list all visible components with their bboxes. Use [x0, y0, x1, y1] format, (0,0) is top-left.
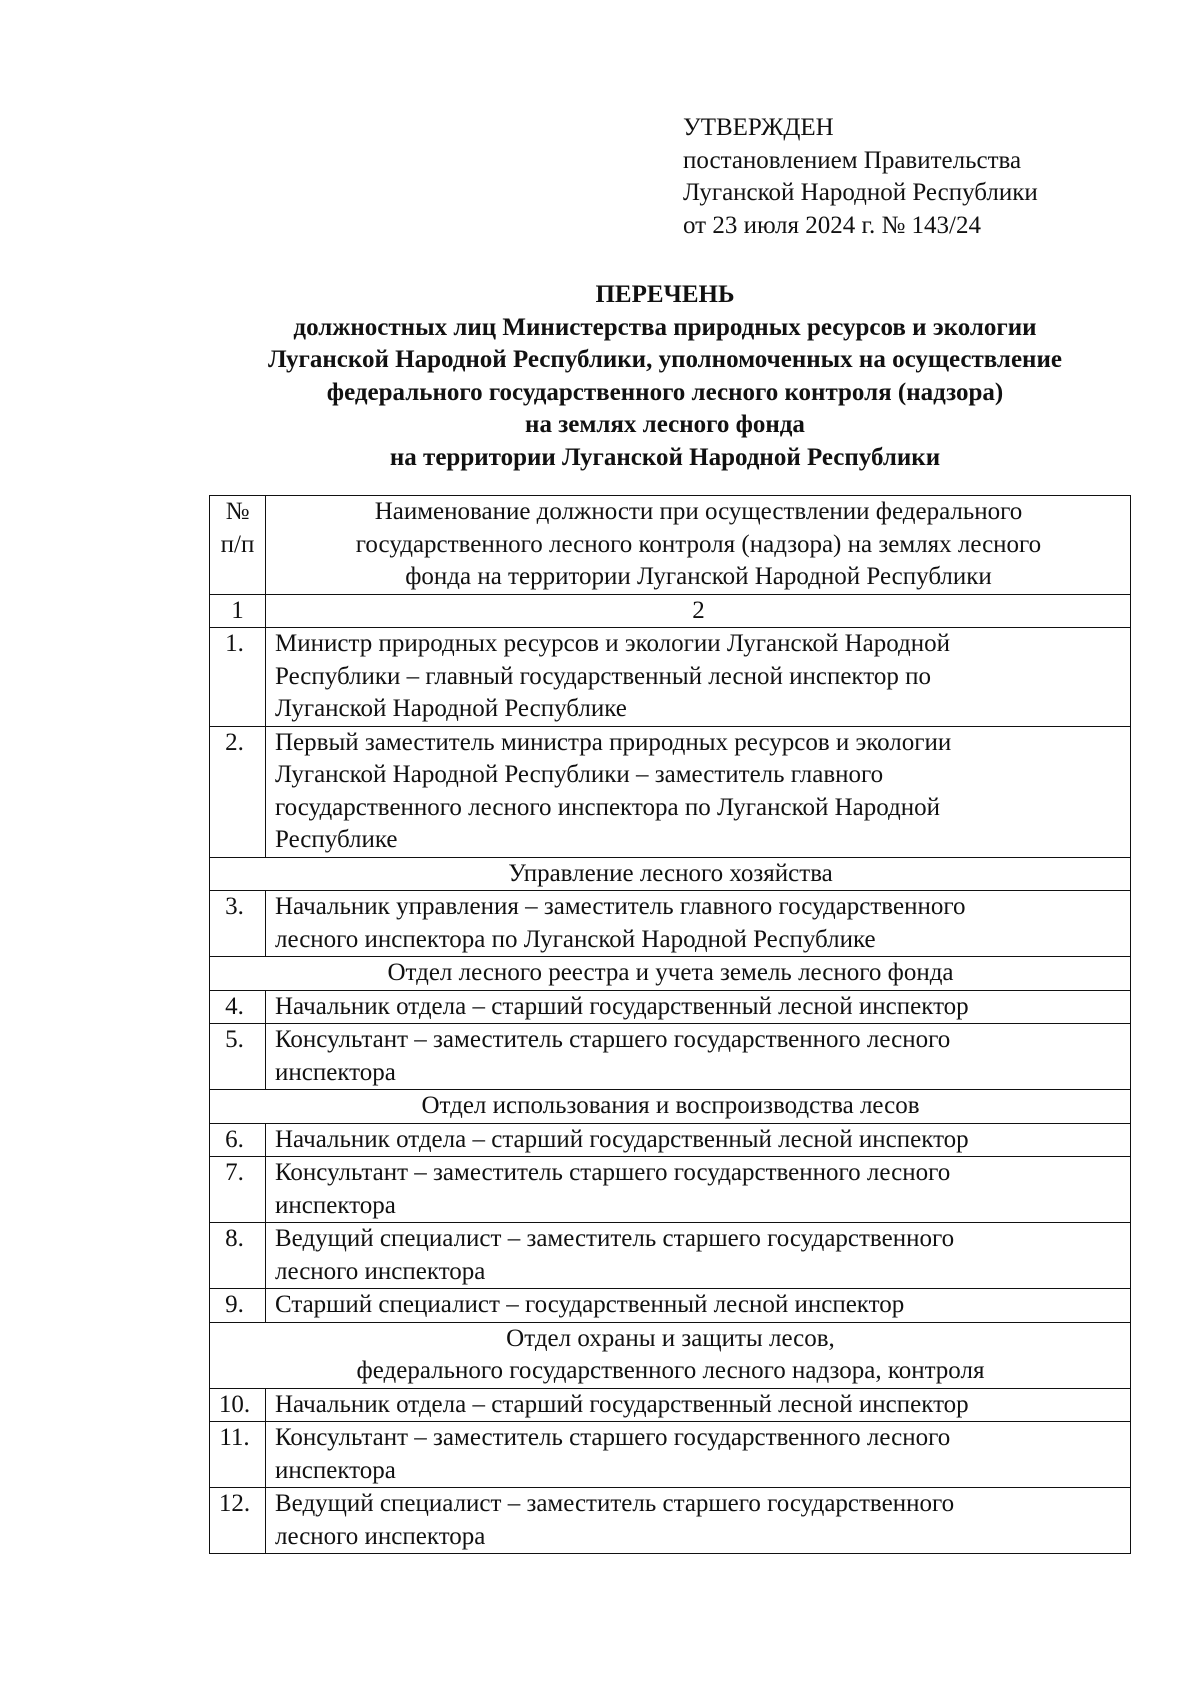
table-row [210, 726, 1131, 857]
position-title-line: Начальник отдела – старший государственный лесной инспектор [275, 1390, 969, 1418]
position-title-line: лесного инспектора [275, 1522, 486, 1550]
table-row [210, 990, 1131, 1024]
row-number: 3. [210, 891, 266, 957]
table-row [210, 1157, 1131, 1223]
title-line: федерального государственного лесного контроля (надзора) [326, 378, 1004, 406]
title-line: Луганской Народной Республики, уполномоченных на осуществление [268, 346, 1062, 373]
position-title-line: Первый заместитель министра природных ресурсов и экологии [275, 728, 952, 756]
table-row [210, 1422, 1131, 1488]
section-heading [210, 857, 1131, 891]
header-title-cell [266, 496, 1131, 595]
table-row [210, 1488, 1131, 1554]
title-line: на землях лесного фонда [525, 411, 805, 438]
position-title [266, 1289, 1131, 1323]
position-title [266, 726, 1131, 857]
section-heading-line: Отдел лесного реестра и учета земель лесного фонда [387, 959, 954, 986]
column-number-cell: 2 [266, 594, 1131, 628]
position-title-line: Ведущий специалист – заместитель старшего государственного [275, 1490, 955, 1517]
table-row [210, 1123, 1131, 1157]
section-row [210, 957, 1131, 991]
position-title-line: Министр природных ресурсов и экологии Луганской Народной [275, 630, 950, 657]
table-row [210, 891, 1131, 957]
position-title-line: Старший специалист – государственный лесной инспектор [275, 1291, 905, 1318]
column-number-cell: 1 [210, 594, 266, 628]
position-title-line: Луганской Народной Республике [275, 695, 627, 722]
title-line: ПЕРЕЧЕНЬ [595, 281, 735, 308]
position-title [266, 1157, 1131, 1223]
position-title-line: Начальник управления – заместитель главного государственного [275, 893, 966, 920]
approval-line: постановлением Правительства [683, 146, 1022, 174]
approval-line: Луганской Народной Республики [683, 179, 1038, 206]
position-title [266, 891, 1131, 957]
position-title [266, 1223, 1131, 1289]
header-number-cell [210, 496, 266, 595]
position-title-line: лесного инспектора [275, 1257, 486, 1285]
section-row [210, 1090, 1131, 1124]
section-row [210, 857, 1131, 891]
header-number-label: № [225, 498, 250, 525]
row-number: 12. [210, 1488, 266, 1554]
position-title-line: Консультант – заместитель старшего государственного лесного [275, 1159, 951, 1186]
section-heading-line: Управление лесного хозяйства [508, 859, 833, 887]
table-row [210, 628, 1131, 727]
section-heading-line: Отдел охраны и защиты лесов, [506, 1324, 835, 1352]
position-title [266, 1388, 1131, 1422]
approval-line: от 23 июля 2024 г. № 143/24 [683, 211, 981, 239]
position-title [266, 628, 1131, 727]
document-title [0, 279, 1200, 474]
title-line: на территории Луганской Народной Республики [389, 443, 941, 471]
table-row [210, 1289, 1131, 1323]
header-number-label: п/п [220, 530, 255, 558]
position-title-line: Республики – главный государственный лесной инспектор по [275, 662, 931, 690]
approval-stamp [683, 112, 1038, 242]
position-title [266, 1024, 1131, 1090]
row-number: 2. [210, 726, 266, 857]
table-row [210, 1388, 1131, 1422]
position-title-line: инспектора [275, 1191, 396, 1219]
position-title [266, 990, 1131, 1024]
position-title-line: инспектора [275, 1456, 396, 1484]
position-title-line: Консультант – заместитель старшего государственного лесного [275, 1424, 951, 1451]
position-title-line: государственного лесного инспектора по Луганской Народной [275, 793, 941, 821]
approval-line: УТВЕРЖДЕН [683, 114, 834, 141]
position-title-line: Республике [275, 826, 398, 853]
positions-table [209, 495, 1131, 1554]
row-number: 8. [210, 1223, 266, 1289]
position-title-line: Начальник отдела – старший государственный лесной инспектор [275, 992, 969, 1020]
row-number: 6. [210, 1123, 266, 1157]
column-number-row [210, 594, 1131, 628]
row-number: 5. [210, 1024, 266, 1090]
row-number: 10. [210, 1388, 266, 1422]
position-title-line: Консультант – заместитель старшего государственного лесного [275, 1026, 951, 1053]
table-header-row [210, 496, 1131, 595]
section-heading [210, 1322, 1131, 1388]
section-heading-line: федерального государственного лесного надзора, контроля [356, 1357, 985, 1384]
row-number: 1. [210, 628, 266, 727]
section-row [210, 1322, 1131, 1388]
position-title [266, 1123, 1131, 1157]
position-title-line: лесного инспектора по Луганской Народной Республике [275, 925, 876, 953]
title-line: должностных лиц Министерства природных ресурсов и экологии [293, 313, 1037, 341]
row-number: 4. [210, 990, 266, 1024]
position-title-line: Начальник отдела – старший государственный лесной инспектор [275, 1125, 969, 1153]
position-title-line: Ведущий специалист – заместитель старшего государственного [275, 1225, 955, 1252]
section-heading-line: Отдел использования и воспроизводства лесов [421, 1092, 920, 1119]
section-heading [210, 1090, 1131, 1124]
table-row [210, 1223, 1131, 1289]
position-title [266, 1422, 1131, 1488]
header-title-line: Наименование должности при осуществлении федерального [374, 498, 1023, 525]
position-title-line: инспектора [275, 1058, 396, 1086]
position-title [266, 1488, 1131, 1554]
header-title-line: фонда на территории Луганской Народной Республики [405, 563, 992, 590]
row-number: 11. [210, 1422, 266, 1488]
table-row [210, 1024, 1131, 1090]
row-number: 9. [210, 1289, 266, 1323]
header-title-line: государственного лесного контроля (надзора) на землях лесного [355, 530, 1042, 558]
row-number: 7. [210, 1157, 266, 1223]
section-heading [210, 957, 1131, 991]
position-title-line: Луганской Народной Республики – заместитель главного [275, 761, 884, 788]
